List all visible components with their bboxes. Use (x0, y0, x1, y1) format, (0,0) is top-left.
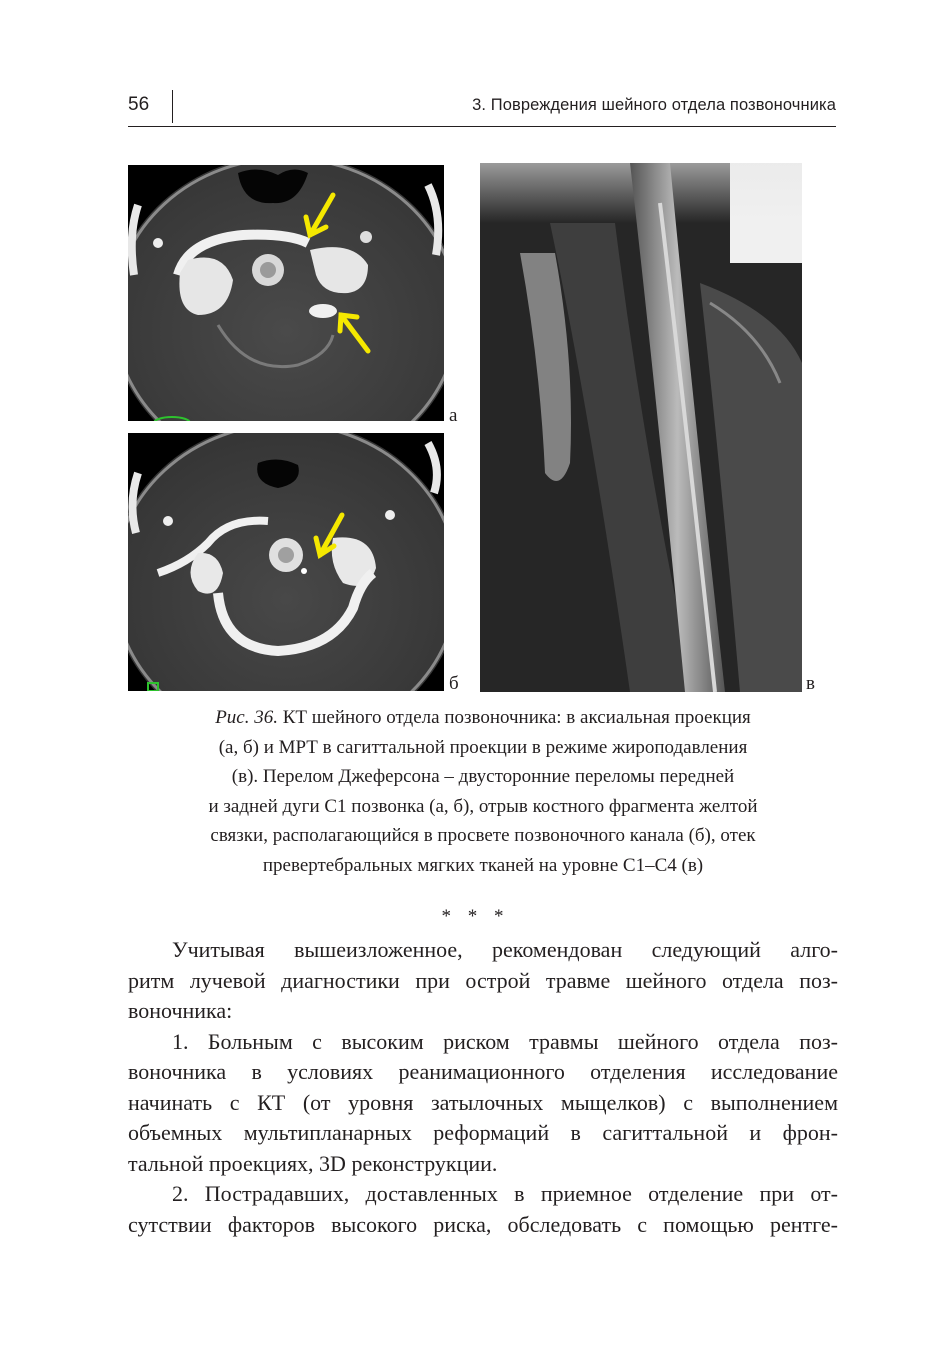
text-line: начинать с КТ (от уровня затылочных мыщелков) с выполнением (128, 1089, 838, 1115)
text-line: тальной проекциях, 3D реконструкции. (128, 1150, 498, 1176)
text-line: сутствии факторов высокого риска, обследовать с помощью рентге- (128, 1211, 838, 1237)
caption-line (128, 703, 838, 733)
text-line: объемных мультипланарных реформаций в сагиттальной и фрон- (128, 1120, 838, 1145)
body-paragraphs (128, 935, 838, 1240)
chapter-title: 3. Повреждения шейного отдела позвоночника (472, 96, 836, 114)
caption-line: связки, располагающийся в просвете позвоночного канала (б), отек (210, 825, 756, 847)
text-line: ритм лучевой диагностики при острой травме шейного отдела поз- (128, 967, 838, 993)
section-separator: * * * (441, 906, 510, 927)
text-line: 1. Больным с высоким риском травмы шейного отдела поз- (172, 1028, 838, 1054)
figure-caption (128, 703, 838, 881)
panel-label-a: а (449, 405, 458, 426)
text-line: воночника: (128, 998, 233, 1023)
header-divider (172, 90, 173, 123)
ct-image-a (128, 165, 444, 421)
caption-line: и задней дуги С1 позвонка (а, б), отрыв костного фрагмента желтой (208, 795, 758, 817)
caption-text: КТ шейного отдела позвоночника: в аксиальная проекция (278, 707, 751, 728)
ct-image-b (128, 433, 444, 691)
text-line: 2. Пострадавших, доставленных в приемное отделение при от- (172, 1181, 838, 1206)
caption-line: (в). Перелом Джеферсона – двусторонние переломы передней (231, 766, 735, 788)
caption-prefix: Рис. 36. (215, 707, 278, 728)
text-line: воночника в условиях реанимационного отделения исследование (128, 1059, 838, 1084)
text-line: Учитывая вышеизложенное, рекомендован следующий алго- (172, 937, 838, 962)
caption-line: (а, б) и МРТ в сагиттальной проекции в режиме жироподавления (218, 736, 748, 758)
panel-label-c: в (806, 673, 815, 694)
page-number: 56 (128, 94, 150, 115)
caption-line: превертебральных мягких тканей на уровне С1–С4 (в) (262, 854, 704, 876)
panel-label-b: б (449, 673, 459, 694)
running-header (128, 90, 836, 127)
mri-image-c (480, 163, 802, 692)
